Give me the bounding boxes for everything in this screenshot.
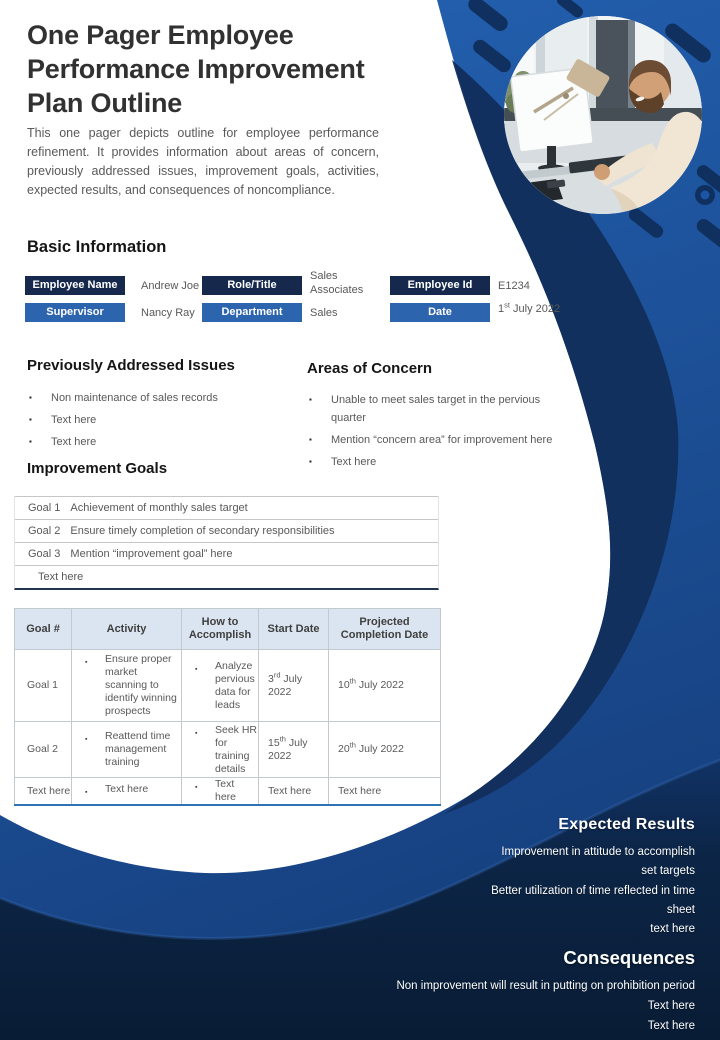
- field-label-supervisor: Supervisor: [25, 303, 125, 322]
- consequences-line: Text here: [647, 1000, 695, 1013]
- field-value-date: 1st July 2022: [498, 299, 561, 315]
- col-header-activity: Activity: [72, 609, 182, 650]
- field-value-department: Sales: [310, 306, 338, 319]
- table-header-row: [15, 609, 441, 650]
- goal-row: Text here: [15, 565, 438, 588]
- previously-addressed-issues-heading: Previously Addressed Issues: [27, 357, 235, 374]
- expected-results-line: Better utilization of time reflected in time: [491, 884, 695, 897]
- table-row: Goal 2 ▪ Reattend time management training ▪ Seek HR for training details 15th July 2022 20th July 2022: [15, 722, 441, 778]
- list-item: ▪ Text here: [309, 453, 557, 471]
- field-label-role-title: Role/Title: [202, 276, 302, 295]
- list-item: ▪ Text here: [29, 433, 274, 451]
- expected-results-heading: Expected Results: [558, 816, 695, 833]
- field-label-date: Date: [390, 303, 490, 322]
- results-block: [365, 816, 695, 1036]
- areas-of-concern-heading: Areas of Concern: [307, 360, 433, 377]
- field-value-role-title: Sales Associates: [310, 270, 364, 296]
- consequences-line: Non improvement will result in putting on prohibition period: [396, 980, 695, 993]
- expected-results-line: Improvement in attitude to accomplish: [501, 846, 695, 858]
- goal-row: Goal 1 Achievement of monthly sales target: [15, 496, 438, 519]
- field-label-employee-name: Employee Name: [25, 276, 125, 295]
- consequences-line: Text here: [647, 1020, 695, 1033]
- col-header-projected: Projected Completion Date: [329, 609, 441, 650]
- previously-addressed-issues-list: [29, 389, 274, 451]
- expected-results-line: text here: [650, 923, 695, 936]
- col-header-how: How to Accomplish: [182, 609, 259, 650]
- square-bullet-icon: ▪: [309, 435, 312, 444]
- improvement-goals-heading: Improvement Goals: [27, 460, 168, 477]
- consequences-heading: Consequences: [563, 947, 695, 969]
- col-header-start: Start Date: [259, 609, 329, 650]
- field-value-employee-id: E1234: [498, 279, 530, 292]
- expected-results-line: sheet: [666, 903, 695, 916]
- square-bullet-icon: ▪: [29, 415, 32, 424]
- square-bullet-icon: ▪: [195, 729, 198, 737]
- square-bullet-icon: ▪: [29, 393, 32, 402]
- square-bullet-icon: ▪: [85, 659, 88, 666]
- ring-accent-shape: [695, 185, 715, 205]
- improvement-plan-table: [14, 608, 441, 806]
- col-header-goal: Goal #: [15, 609, 72, 650]
- page-title: One Pager Employee Performance Improvement Plan Outline: [27, 20, 365, 118]
- intro-paragraph: This one pager depicts outline for employee performance refinement. It provides information about areas of concern, previously addressed issues, improvement goals, activities, expected results, and consequences of noncompliance.: [27, 126, 379, 197]
- list-item: ▪ Unable to meet sales target in the pervious quarter: [309, 391, 557, 427]
- field-value-supervisor: Nancy Ray: [141, 306, 195, 319]
- square-bullet-icon: ▪: [85, 789, 88, 796]
- field-value-employee-name: Andrew Joe: [141, 279, 200, 292]
- square-bullet-icon: ▪: [309, 395, 312, 404]
- square-bullet-icon: ▪: [85, 736, 88, 743]
- square-bullet-icon: ▪: [29, 437, 32, 446]
- square-bullet-icon: ▪: [195, 665, 198, 673]
- table-row: Goal 1 ▪ Ensure proper market scanning to identify winning prospects ▪ Analyze pervious data for leads 3rd July 2022 10th July 2022: [15, 650, 441, 722]
- goal-row: Goal 2 Ensure timely completion of secondary responsibilities: [15, 519, 438, 542]
- areas-of-concern-list: [309, 391, 557, 471]
- square-bullet-icon: ▪: [309, 457, 312, 466]
- expected-results-line: set targets: [641, 865, 695, 878]
- field-label-department: Department: [202, 303, 302, 322]
- goal-row: Goal 3 Mention “improvement goal” here: [15, 542, 438, 565]
- improvement-goals-list: [14, 496, 439, 590]
- list-item: ▪ Text here: [29, 411, 274, 429]
- basic-information-heading: Basic Information: [27, 238, 167, 256]
- list-item: ▪ Non maintenance of sales records: [29, 389, 274, 407]
- square-bullet-icon: ▪: [195, 784, 198, 791]
- table-row: Text here ▪ Text here ▪ Text here Text here Text here: [15, 778, 441, 806]
- list-item: ▪ Mention “concern area” for improvement here: [309, 431, 557, 449]
- field-label-employee-id: Employee Id: [390, 276, 490, 295]
